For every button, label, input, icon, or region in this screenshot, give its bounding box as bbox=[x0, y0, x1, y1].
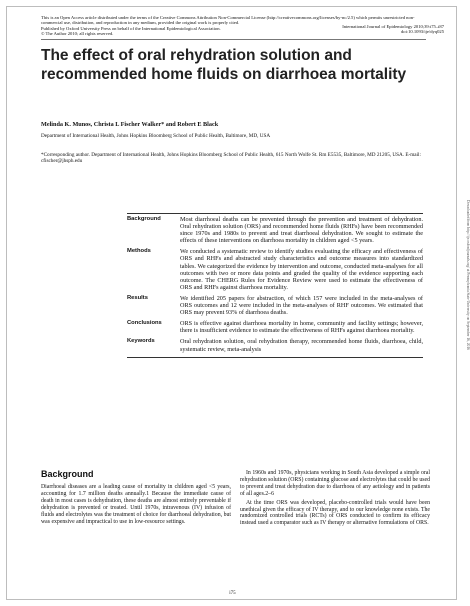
journal-reference: International Journal of Epidemiology 2010;39:i75–i87 bbox=[342, 24, 444, 29]
abstract-text: ORS is effective against diarrhoea mortality in home, community and facility settings; however, there is insufficient evidence to estimate the effectiveness of RHFs against diarrhoea mortality. bbox=[180, 320, 423, 335]
doi: doi:10.1093/ije/dyq025 bbox=[400, 29, 444, 35]
abstract-label: Conclusions bbox=[127, 320, 162, 327]
abstract-text: Oral rehydration solution, oral rehydration therapy, recommended home fluids, diarrhoea, child, systematic review, meta-analysis bbox=[180, 338, 423, 353]
abstract-keywords bbox=[127, 338, 423, 352]
download-watermark: Downloaded from http://ije.oxfordjournals.org/ at Pennsylvania State University on September 16, 2016 bbox=[466, 200, 470, 350]
article-title: The effect of oral rehydration solution and recommended home fluids on diarrhoea mortality bbox=[41, 47, 407, 83]
abstract-text: We identified 205 papers for abstraction, of which 157 were included in the meta-analyses of ORS outcomes and 12 were included in the meta-analyses of RHF outcomes. We estimated that ORS may prevent 93% of diarrhoea deaths. bbox=[180, 294, 423, 317]
license-text: This is an Open Access article distributed under the terms of the Creative Commons Attribution Non-Commercial License (http://creativecommons.org/licenses/by-nc/2.5) which permits unrestricted non-commercial use, distribution, and reproduction in any medium, provided the original work is properly cited. bbox=[41, 15, 415, 26]
abstract-text: We conducted a systematic review to identify studies evaluating the efficacy and effectiveness of ORS and RHFs and abstracted study characteristics and outcome measures into standardized tables. We categorized the evidence by intervention and outcome, conducted meta-analyses for all outcomes with two or more data points and graded the quality of the evidence supporting each outcome. The CHERG Rules for Evidence Review were used to estimate the effectiveness of ORS and RHFs against diarrhoea mortality. bbox=[180, 248, 423, 291]
abstract-label: Methods bbox=[127, 248, 151, 255]
header-rule bbox=[41, 39, 426, 40]
section-heading: Background bbox=[41, 469, 94, 479]
paragraph: At the time ORS was developed, placebo-controlled trials would have been unethical given the efficacy of IV therapy, and to our knowledge none exists. The randomized controlled trials (RCTs) of ORS conducted to confirm its efficacy instead used a comparator such as IV therapy or alternative formulations of ORS. bbox=[240, 499, 430, 527]
paragraph: In 1960s and 1970s, physicians working in South Asia developed a simple oral rehydration solution (ORS) containing glucose and electrolytes that could be used to prevent and treat dehydration due to diarrhoea of any aetiology and in patients of all ages.2–6 bbox=[240, 470, 430, 497]
publisher-note: Published by Oxford University Press on behalf of the International Epidemiological Association. bbox=[41, 25, 221, 31]
article-page bbox=[6, 6, 457, 600]
abstract-label: Keywords bbox=[127, 338, 155, 345]
body-text-right bbox=[240, 470, 430, 529]
abstract-results bbox=[127, 295, 423, 316]
abstract-text: Most diarrhoeal deaths can be prevented through the prevention and treatment of dehydration. Oral rehydration solution (ORS) and recommended home fluids (RHFs) have been recommended since 1970s and 1980s to prevent and treat diarrhoeal dehydration. We sought to estimate the effects of these interventions on diarrhoea mortality in children aged <5 years. bbox=[180, 216, 423, 245]
copyright-note: © The Author 2010; all rights reserved. bbox=[41, 31, 114, 37]
journal-citation bbox=[244, 24, 444, 35]
author-list: Melinda K. Munos, Christa L Fischer Walker* and Robert E Black bbox=[41, 121, 219, 128]
page-number: i75 bbox=[229, 591, 236, 596]
abstract-background bbox=[127, 216, 423, 244]
abstract-label: Background bbox=[127, 216, 161, 222]
corresponding-author: *Corresponding author. Department of International Health, Johns Hopkins Bloomberg School of Public Health, 615 North Wolfe St. Rm E5535, Baltimore, MD 21205, USA. E-mail: cfischer@jhsph.edu bbox=[41, 152, 421, 165]
abstract-methods bbox=[127, 248, 423, 291]
abstract-conclusions bbox=[127, 320, 423, 334]
body-text-left: Diarrhoeal diseases are a leading cause of mortality in children aged <5 years, accounting for 1.7 million deaths annually.1 Because the immediate cause of death in most cases is dehydration, these deaths are almost entirely preventable if dehydration is prevented or treated. Until 1970s, intravenous (IV) infusion of fluids and electrolytes was the treatment of choice for diarrhoeal dehydration, but was expensive and impractical to use in low-resource settings. bbox=[41, 484, 231, 525]
abstract-label: Results bbox=[127, 294, 148, 301]
abstract-box bbox=[127, 213, 423, 358]
affiliation: Department of International Health, Johns Hopkins Bloomberg School of Public Health, Baltimore, MD, USA bbox=[41, 133, 271, 139]
